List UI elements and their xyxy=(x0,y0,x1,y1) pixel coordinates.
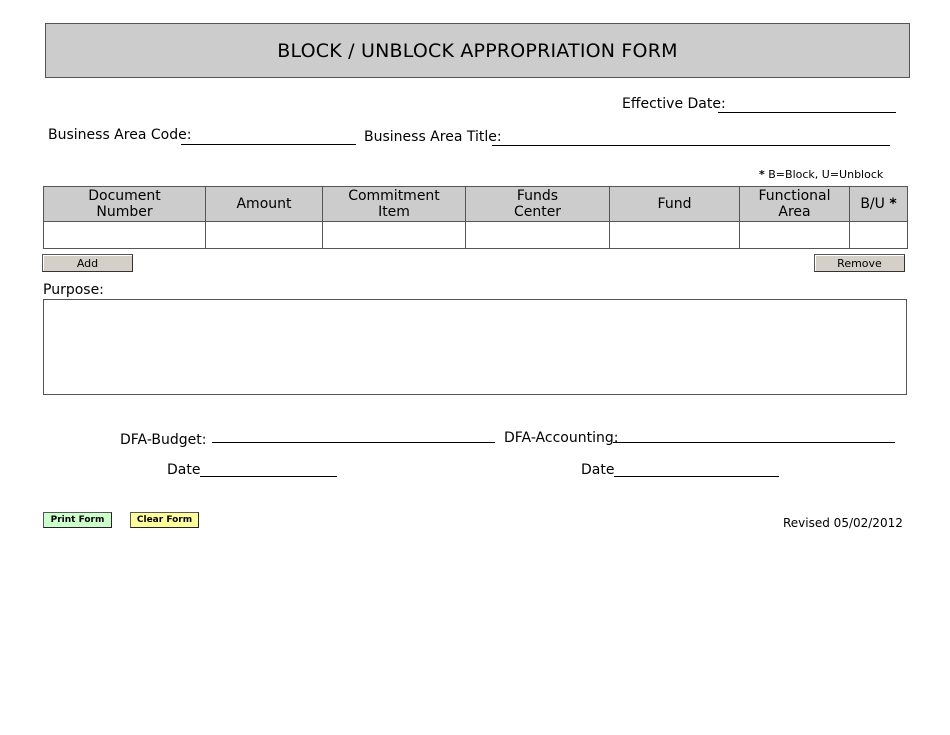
effective-date-label: Effective Date: xyxy=(622,96,726,112)
remove-row-button[interactable]: Remove xyxy=(814,254,905,272)
effective-date-field[interactable] xyxy=(718,96,896,113)
budget-date-label: Date xyxy=(167,462,201,478)
budget-date-line xyxy=(200,476,337,477)
business-area-title-field[interactable] xyxy=(492,129,890,146)
legend-text: B=Block, U=Unblock xyxy=(768,168,884,181)
col-header-functional-area: Functional Area xyxy=(740,187,850,222)
dfa-budget-label: DFA-Budget: xyxy=(120,432,207,448)
purpose-field[interactable] xyxy=(44,300,906,394)
legend-star: * xyxy=(759,168,765,181)
commitment-item-cell[interactable] xyxy=(323,222,465,248)
functional-area-cell[interactable] xyxy=(740,222,849,248)
col-header-fund: Fund xyxy=(610,187,740,222)
amount-cell[interactable] xyxy=(206,222,322,248)
revision-date: Revised 05/02/2012 xyxy=(783,516,903,530)
print-form-button[interactable]: Print Form xyxy=(43,512,112,528)
block-unblock-legend xyxy=(759,168,883,181)
purpose-label: Purpose: xyxy=(43,282,104,298)
col-header-block-unblock: B/U * xyxy=(850,187,908,222)
business-area-code-field[interactable] xyxy=(181,128,356,145)
funds-center-cell[interactable] xyxy=(466,222,609,248)
add-row-button[interactable]: Add xyxy=(42,254,133,272)
business-area-title-label: Business Area Title: xyxy=(364,129,502,145)
dfa-budget-signature-line xyxy=(212,442,495,443)
block-unblock-cell[interactable] xyxy=(850,222,907,248)
fund-cell[interactable] xyxy=(610,222,739,248)
purpose-box xyxy=(43,299,907,395)
form-title xyxy=(45,23,910,78)
col-header-commitment-item: Commitment Item xyxy=(323,187,466,222)
dfa-accounting-label: DFA-Accounting: xyxy=(504,430,619,446)
col-header-document-number: Document Number xyxy=(44,187,206,222)
appropriation-table xyxy=(43,186,908,249)
col-header-amount: Amount xyxy=(206,187,323,222)
accounting-date-line xyxy=(614,476,779,477)
table-header-row xyxy=(44,187,908,222)
document-number-cell[interactable] xyxy=(44,222,205,248)
business-area-code-label: Business Area Code: xyxy=(48,127,192,143)
table-row xyxy=(44,222,908,249)
clear-form-button[interactable]: Clear Form xyxy=(130,512,199,528)
col-header-funds-center: Funds Center xyxy=(466,187,610,222)
accounting-date-label: Date xyxy=(581,462,615,478)
dfa-accounting-signature-line xyxy=(613,442,895,443)
form-title-text: BLOCK / UNBLOCK APPROPRIATION FORM xyxy=(277,39,678,62)
